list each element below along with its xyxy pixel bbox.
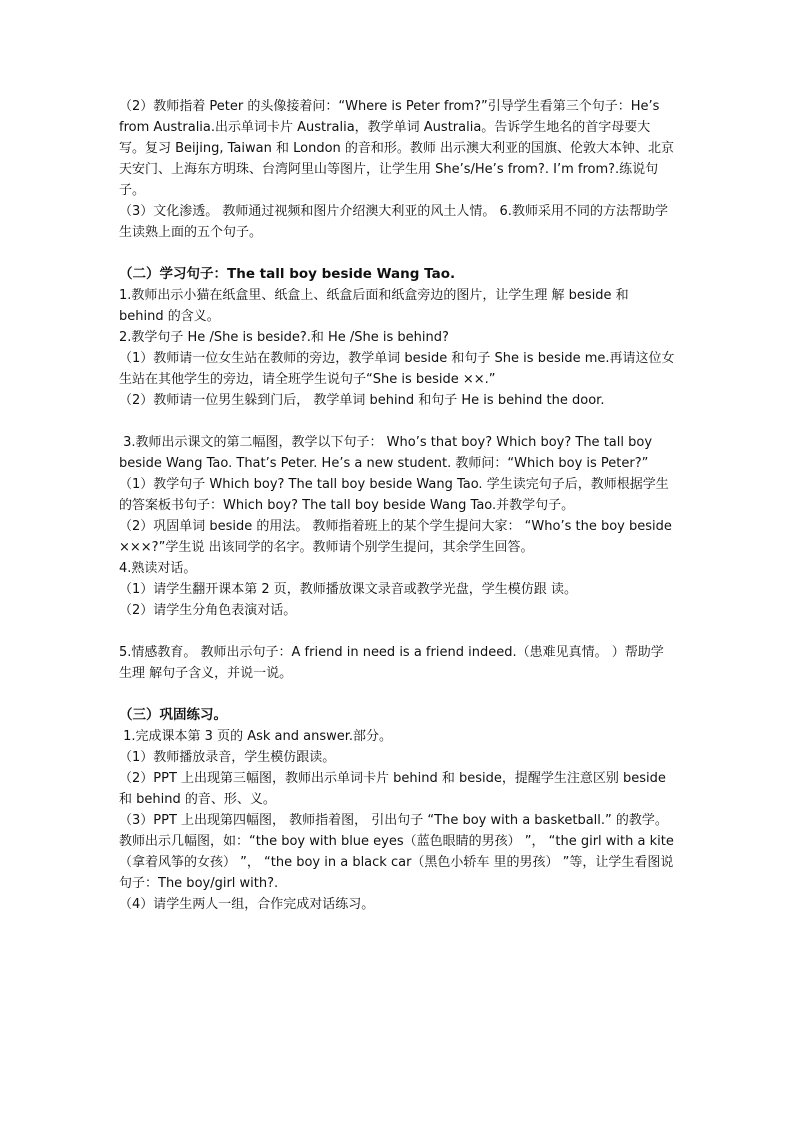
paragraph: （1）请学生翻开课本第 2 页，教师播放课文录音或教学光盘，学生模仿跟 读。	[119, 582, 577, 597]
paragraph: 1.完成课本第 3 页的 Ask and answer.部分。	[119, 729, 393, 744]
paragraph: （3）文化渗透。 教师通过视频和图片介绍澳大利亚的风土人情。 6.教师采用不同的方法帮助学生读熟上面的五个句子。	[119, 204, 668, 240]
paragraph: （2）巩固单词 beside 的用法。 教师指着班上的某个学生提问大家： “Who’s the boy beside ×××?”学生说 出该同学的名字。教师请个别学生提问，其余学生回答。	[119, 519, 677, 555]
paragraph: 2.教学句子 He /She is beside?.和 He /She is behind?	[119, 330, 449, 345]
paragraph: （1）教师播放录音，学生模仿跟读。	[119, 750, 336, 765]
paragraph: 1.教师出示小猫在纸盒里、纸盒上、纸盒后面和纸盒旁边的图片，让学生理 解 beside 和 behind 的含义。	[119, 288, 633, 324]
paragraph: （2）教师请一位男生躲到门后， 教学单词 behind 和句子 He is behind the door.	[119, 393, 605, 408]
paragraph: （2）请学生分角色表演对话。	[119, 603, 297, 618]
paragraph: （2）教师指着 Peter 的头像接着问：“Where is Peter from?”引导学生看第三个句子：He’s from Australia.出示单词卡片 Australia，教学单词 Australia。告诉学生地名的首字母要大写。复习 Beijing, Taiwan 和 London 的音和形。教师 出示澳大利亚的国旗、伦敦大本钟、北京天安门、上海东方明珠、台湾阿里山等图片，让学生用 She’s/He’s from?. I’m from?.练说句子。	[119, 99, 675, 198]
document-body	[119, 96, 675, 915]
paragraph: 3.教师出示课文的第二幅图，教学以下句子： Who’s that boy? Which boy? The tall boy beside Wang Tao. That’s Peter. He’s a new student. 教师问：“Which boy is Peter?”	[119, 435, 657, 471]
paragraph: （1）教学句子 Which boy? The tall boy beside Wang Tao. 学生读完句子后，教师根据学生的答案板书句子：Which boy? The tall boy beside Wang Tao.并教学句子。	[119, 477, 669, 513]
spacer	[119, 411, 675, 432]
paragraph: （3）PPT 上出现第四幅图， 教师指着图， 引出句子 “The boy with a basketball.” 的教学。教师出示几幅图，如：“the boy with blue eyes（蓝色眼睛的男孩） ”， “the girl with a kite（拿着风筝的女孩） ”， “the boy in a black car（黑色小轿车 里的男孩） ”等，让学生看图说句子：The boy/girl with?.	[119, 813, 674, 891]
section-heading: （三）巩固练习。	[119, 707, 227, 723]
spacer	[119, 684, 675, 705]
paragraph: （4）请学生两人一组，合作完成对话练习。	[119, 897, 375, 912]
paragraph: 5.情感教育。 教师出示句子：A friend in need is a friend indeed.（患难见真情。 ）帮助学生理 解句子含义，并说一说。	[119, 645, 664, 681]
spacer	[119, 621, 675, 642]
paragraph: （2）PPT 上出现第三幅图，教师出示单词卡片 behind 和 beside，提醒学生注意区别 beside 和 behind 的音、形、义。	[119, 771, 671, 807]
paragraph: （1）教师请一位女生站在教师的旁边，教学单词 beside 和句子 She is beside me.再请这位女生站在其他学生的旁边，请全班学生说句子“She is beside ××.”	[119, 351, 675, 387]
paragraph: 4.熟读对话。	[119, 561, 197, 576]
section-heading: （二）学习句子：The tall boy beside Wang Tao.	[119, 266, 456, 282]
spacer	[119, 243, 675, 264]
